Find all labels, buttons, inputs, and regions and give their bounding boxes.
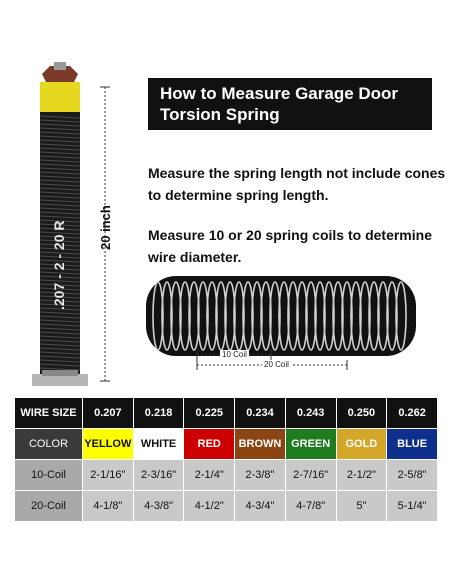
torsion-spring-image	[20, 60, 100, 392]
instruction-text: to determine spring length.	[148, 187, 329, 203]
wire-size-header: WIRE SIZE	[15, 398, 83, 429]
measure-cell: 2-3/8"	[235, 460, 286, 491]
instruction-wire	[148, 224, 440, 268]
instruction-text: Measure 10 or 20 spring coils to determine	[148, 227, 432, 243]
coil-closeup-image	[146, 276, 416, 356]
measure-cell: 2-5/8"	[387, 460, 438, 491]
color-cell: YELLOW	[83, 429, 134, 460]
measure-cell: 2-3/16"	[133, 460, 184, 491]
table-row-20-coil	[15, 491, 438, 522]
color-cell: RED	[184, 429, 235, 460]
title-banner	[148, 78, 432, 130]
measure-cell: 2-7/16"	[285, 460, 336, 491]
instruction-text: wire diameter.	[148, 249, 242, 265]
color-cell: GREEN	[285, 429, 336, 460]
instruction-length	[148, 162, 446, 206]
measure-cell: 4-1/2"	[184, 491, 235, 522]
wire-size-table	[14, 397, 438, 522]
wire-size-cell: 0.234	[235, 398, 286, 429]
instruction-text: Measure the spring length not include cones	[148, 165, 446, 181]
color-header: COLOR	[15, 429, 83, 460]
length-label: 20 inch	[98, 205, 113, 250]
measure-cell: 4-3/8"	[133, 491, 184, 522]
measure-cell: 4-7/8"	[285, 491, 336, 522]
measure-cell: 5-1/4"	[387, 491, 438, 522]
wire-size-cell: 0.218	[133, 398, 184, 429]
row-label: 10-Coil	[15, 460, 83, 491]
twenty-coil-label: 20 Coil	[264, 360, 289, 369]
measure-cell: 2-1/2"	[336, 460, 387, 491]
measure-cell: 4-3/4"	[235, 491, 286, 522]
table-row-color	[15, 429, 438, 460]
wire-size-cell: 0.225	[184, 398, 235, 429]
banner-line-1: How to Measure Garage Door	[160, 84, 399, 103]
wire-size-cell: 0.250	[336, 398, 387, 429]
ten-coil-label: 10 Coil	[222, 350, 247, 359]
table-row-10-coil	[15, 460, 438, 491]
banner-line-2: Torsion Spring	[160, 105, 280, 124]
wire-size-cell: 0.207	[83, 398, 134, 429]
measure-cell: 2-1/4"	[184, 460, 235, 491]
color-cell: BROWN	[235, 429, 286, 460]
wire-size-cell: 0.243	[285, 398, 336, 429]
color-cell: GOLD	[336, 429, 387, 460]
measure-cell: 5"	[336, 491, 387, 522]
table-row-wire-size	[15, 398, 438, 429]
measure-cell: 4-1/8"	[83, 491, 134, 522]
spring-stamp: .207 - 2 - 20 R	[51, 220, 67, 310]
row-label: 20-Coil	[15, 491, 83, 522]
color-cell: BLUE	[387, 429, 438, 460]
measure-cell: 2-1/16"	[83, 460, 134, 491]
color-cell: WHITE	[133, 429, 184, 460]
wire-size-cell: 0.262	[387, 398, 438, 429]
